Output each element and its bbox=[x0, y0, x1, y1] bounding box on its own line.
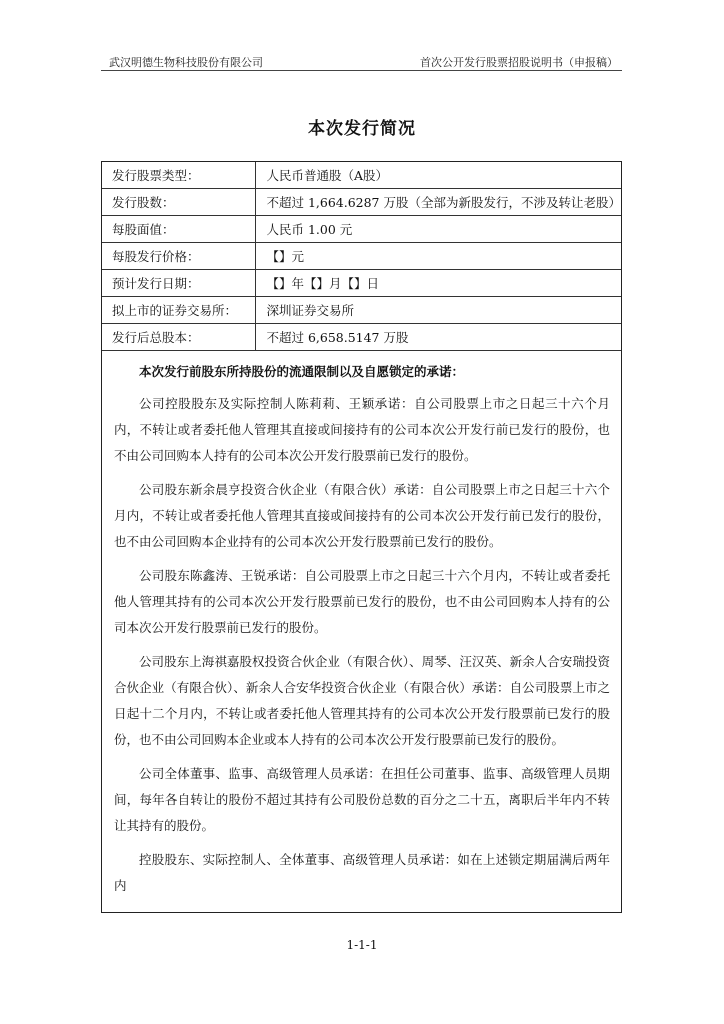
running-header bbox=[101, 52, 622, 71]
row-label: 发行股数： bbox=[102, 189, 256, 216]
row-value: 【】元 bbox=[256, 243, 621, 270]
row-label: 拟上市的证券交易所： bbox=[102, 297, 256, 324]
offering-summary-box bbox=[101, 161, 622, 913]
commitment-paragraph: 公司股东上海祺嘉股权投资合伙企业（有限合伙）、周琴、汪汉英、新余人合安瑞投资合伙企业（有限合伙）、新余人合安华投资合伙企业（有限合伙）承诺：自公司股票上市之日起十二个月内，不转让或者委托他人管理其持有的公司本次公开发行股票前已发行的股份，也不由公司回购本企业或本人持有的公司本次公开发行股票前已发行的股份。 bbox=[114, 654, 610, 747]
row-value: 不超过 1,664.6287 万股（全部为新股发行，不涉及转让老股） bbox=[256, 189, 621, 216]
table-row bbox=[102, 189, 621, 216]
row-value: 人民币 1.00 元 bbox=[256, 216, 621, 243]
commitment-paragraph: 公司股东新余晨亨投资合伙企业（有限合伙）承诺：自公司股票上市之日起三十六个月内，不转让或者委托他人管理其直接或间接持有的公司本次公开发行前已发行的股份，也不由公司回购本企业持有的公司本次公开发行股票前已发行的股份。 bbox=[114, 482, 610, 549]
offering-info-table bbox=[102, 162, 621, 351]
header-document-title: 首次公开发行股票招股说明书（申报稿） bbox=[420, 56, 618, 69]
table-row bbox=[102, 270, 621, 297]
header-company: 武汉明德生物科技股份有限公司 bbox=[109, 56, 263, 69]
table-row bbox=[102, 297, 621, 324]
table-row bbox=[102, 162, 621, 189]
lockup-heading: 本次发行前股东所持股份的流通限制以及自愿锁定的承诺： bbox=[139, 364, 465, 379]
lockup-commitments bbox=[102, 351, 621, 899]
row-label: 每股发行价格： bbox=[102, 243, 256, 270]
page-number: 1-1-1 bbox=[346, 938, 378, 952]
table-row bbox=[102, 243, 621, 270]
commitment-paragraph: 公司控股股东及实际控制人陈莉莉、王颖承诺：自公司股票上市之日起三十六个月内，不转让或者委托他人管理其直接或间接持有的公司本次公开发行前已发行的股份，也不由公司回购本人持有的公司本次公开发行股票前已发行的股份。 bbox=[114, 396, 610, 463]
row-value: 不超过 6,658.5147 万股 bbox=[256, 324, 621, 351]
commitment-paragraph: 公司股东陈鑫涛、王锐承诺：自公司股票上市之日起三十六个月内，不转让或者委托他人管理其持有的公司本次公开发行股票前已发行的股份，也不由公司回购本人持有的公司本次公开发行股票前已发行的股份。 bbox=[114, 568, 610, 635]
commitment-paragraph: 控股股东、实际控制人、全体董事、高级管理人员承诺：如在上述锁定期届满后两年内 bbox=[114, 852, 610, 893]
table-row bbox=[102, 216, 621, 243]
row-label: 发行后总股本： bbox=[102, 324, 256, 351]
row-label: 发行股票类型： bbox=[102, 162, 256, 189]
page-title: 本次发行简况 bbox=[308, 119, 416, 139]
row-label: 预计发行日期： bbox=[102, 270, 256, 297]
row-value: 【】年【】月【】日 bbox=[256, 270, 621, 297]
row-value: 深圳证券交易所 bbox=[256, 297, 621, 324]
table-row bbox=[102, 324, 621, 351]
commitment-paragraph: 公司全体董事、监事、高级管理人员承诺：在担任公司董事、监事、高级管理人员期间，每年各自转让的股份不超过其持有公司股份总数的百分之二十五，离职后半年内不转让其持有的股份。 bbox=[114, 766, 610, 833]
row-label: 每股面值： bbox=[102, 216, 256, 243]
row-value: 人民币普通股（A股） bbox=[256, 162, 621, 189]
